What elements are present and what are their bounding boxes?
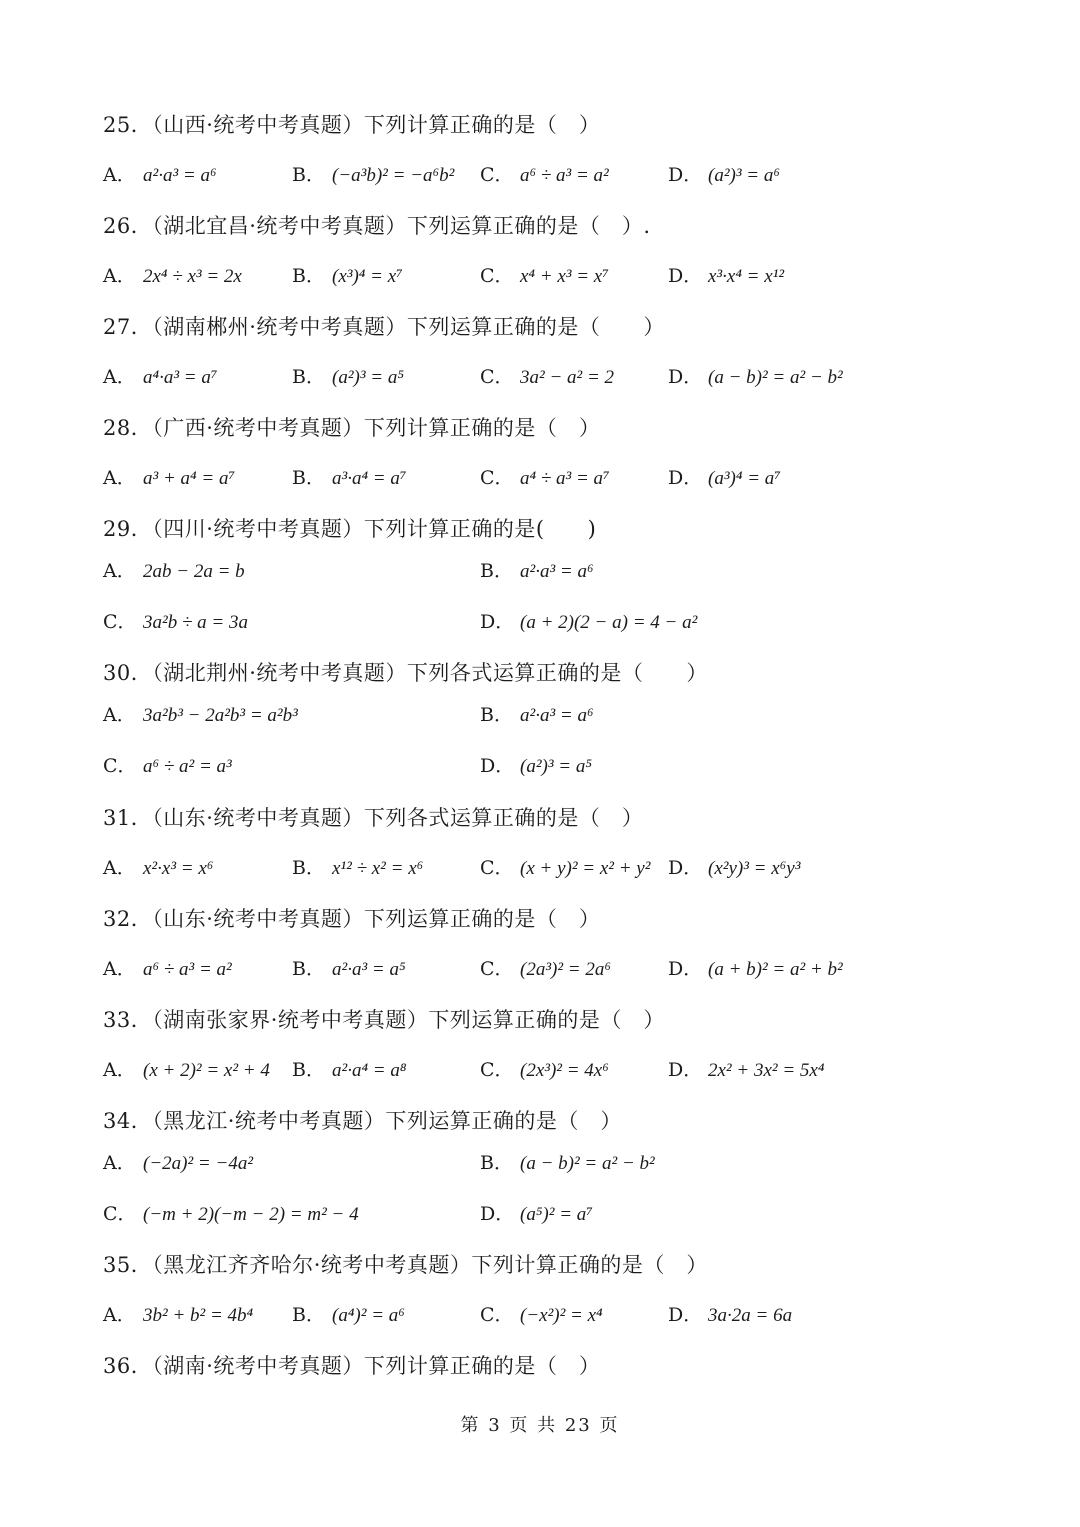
- option-d: D． (a²)³ = a⁶: [668, 164, 780, 186]
- option-a: A． (−2a)² = −4a²: [103, 1152, 254, 1174]
- option-row: [103, 556, 1003, 586]
- question-title: 35．（黑龙江齐齐哈尔·统考中考真题）下列计算正确的是（ ）: [103, 1253, 708, 1277]
- question-title: 33．（湖南张家界·统考中考真题）下列运算正确的是（ ）: [103, 1008, 665, 1032]
- option-a: A． 2x⁴ ÷ x³ = 2x: [103, 265, 242, 287]
- question-31: [103, 803, 1003, 883]
- option-row: [103, 261, 1003, 291]
- option-c: C． (2a³)² = 2a⁶: [480, 958, 611, 980]
- option-row: [103, 751, 1003, 781]
- option-c: C． a⁶ ÷ a³ = a²: [480, 164, 609, 186]
- option-a: A． a⁶ ÷ a³ = a²: [103, 958, 232, 980]
- option-b: B． a²·a³ = a⁶: [480, 704, 594, 726]
- option-a: A． 2ab − 2a = b: [103, 560, 245, 582]
- question-35: [103, 1250, 1003, 1330]
- option-a: A． (x + 2)² = x² + 4: [103, 1059, 270, 1081]
- option-d: D． 2x² + 3x² = 5x⁴: [668, 1059, 825, 1081]
- option-c: C． (2x³)² = 4x⁶: [480, 1059, 609, 1081]
- option-a: A． x²·x³ = x⁶: [103, 857, 214, 879]
- option-row: [103, 607, 1003, 637]
- option-row: [103, 954, 1003, 984]
- question-title: 31．（山东·统考中考真题）下列各式运算正确的是（ ）: [103, 806, 644, 830]
- option-d: D． x³·x⁴ = x¹²: [668, 265, 785, 287]
- question-title: 34．（黑龙江·统考中考真题）下列运算正确的是（ ）: [103, 1109, 622, 1133]
- option-c: C． x⁴ + x³ = x⁷: [480, 265, 609, 287]
- question-title: 29．（四川·统考中考真题）下列计算正确的是( ): [103, 517, 597, 541]
- option-b: B． (a − b)² = a² − b²: [480, 1152, 655, 1174]
- question-32: [103, 904, 1003, 984]
- question-30: [103, 658, 1003, 781]
- option-b: B． (a⁴)² = a⁶: [292, 1304, 405, 1326]
- question-title: 27．（湖南郴州·统考中考真题）下列运算正确的是（ ）: [103, 315, 665, 339]
- option-b: B． (a²)³ = a⁵: [292, 366, 404, 388]
- option-c: C． a⁴ ÷ a³ = a⁷: [480, 467, 610, 489]
- option-b: B． a²·a³ = a⁶: [480, 560, 594, 582]
- question-title: 25．（山西·统考中考真题）下列计算正确的是（ ）: [103, 113, 601, 137]
- option-d: D． (a − b)² = a² − b²: [668, 366, 843, 388]
- question-36: [103, 1351, 1003, 1381]
- option-c: C． (x + y)² = x² + y²: [480, 857, 651, 879]
- question-title: 30．（湖北荆州·统考中考真题）下列各式运算正确的是（ ）: [103, 661, 708, 685]
- option-b: B． (−a³b)² = −a⁶b²: [292, 164, 455, 186]
- option-c: C． 3a²b ÷ a = 3a: [103, 611, 248, 633]
- option-row: [103, 1148, 1003, 1178]
- option-row: [103, 1199, 1003, 1229]
- question-28: [103, 413, 1003, 493]
- option-a: A． 3a²b³ − 2a²b³ = a²b³: [103, 704, 298, 726]
- option-b: B． x¹² ÷ x² = x⁶: [292, 857, 424, 879]
- option-c: C． (−m + 2)(−m − 2) = m² − 4: [103, 1203, 359, 1225]
- question-title: 26．（湖北宜昌·统考中考真题）下列运算正确的是（ ）.: [103, 214, 651, 238]
- option-d: D． (a⁵)² = a⁷: [480, 1203, 593, 1225]
- option-a: A． a⁴·a³ = a⁷: [103, 366, 218, 388]
- option-d: D． 3a·2a = 6a: [668, 1304, 793, 1326]
- question-25: [103, 110, 1003, 190]
- option-d: D． (a + 2)(2 − a) = 4 − a²: [480, 611, 698, 633]
- option-c: C． a⁶ ÷ a² = a³: [103, 755, 232, 777]
- option-b: B． a²·a³ = a⁵: [292, 958, 406, 980]
- option-c: C． (−x²)² = x⁴: [480, 1304, 603, 1326]
- page-number-footer: 第 3 页 共 23 页: [460, 1415, 620, 1436]
- option-d: D． (a³)⁴ = a⁷: [668, 467, 781, 489]
- option-row: [103, 853, 1003, 883]
- option-row: [103, 700, 1003, 730]
- question-34: [103, 1106, 1003, 1229]
- option-b: B． a²·a⁴ = a⁸: [292, 1059, 407, 1081]
- question-27: [103, 312, 1003, 392]
- option-d: D． (a + b)² = a² + b²: [668, 958, 843, 980]
- option-row: [103, 1055, 1003, 1085]
- question-title: 28．（广西·统考中考真题）下列计算正确的是（ ）: [103, 416, 601, 440]
- option-b: B． (x³)⁴ = x⁷: [292, 265, 403, 287]
- option-row: [103, 463, 1003, 493]
- option-row: [103, 1300, 1003, 1330]
- question-26: [103, 211, 1003, 291]
- option-row: [103, 362, 1003, 392]
- option-c: C． 3a² − a² = 2: [480, 366, 615, 388]
- option-a: A． a³ + a⁴ = a⁷: [103, 467, 236, 489]
- question-title: 32．（山东·统考中考真题）下列运算正确的是（ ）: [103, 907, 601, 931]
- option-a: A． 3b² + b² = 4b⁴: [103, 1304, 254, 1326]
- question-title: 36．（湖南·统考中考真题）下列计算正确的是（ ）: [103, 1354, 601, 1378]
- question-29: [103, 514, 1003, 637]
- option-d: D． (a²)³ = a⁵: [480, 755, 592, 777]
- question-33: [103, 1005, 1003, 1085]
- option-d: D． (x²y)³ = x⁶y³: [668, 857, 801, 879]
- option-b: B． a³·a⁴ = a⁷: [292, 467, 407, 489]
- option-row: [103, 160, 1003, 190]
- option-a: A． a²·a³ = a⁶: [103, 164, 217, 186]
